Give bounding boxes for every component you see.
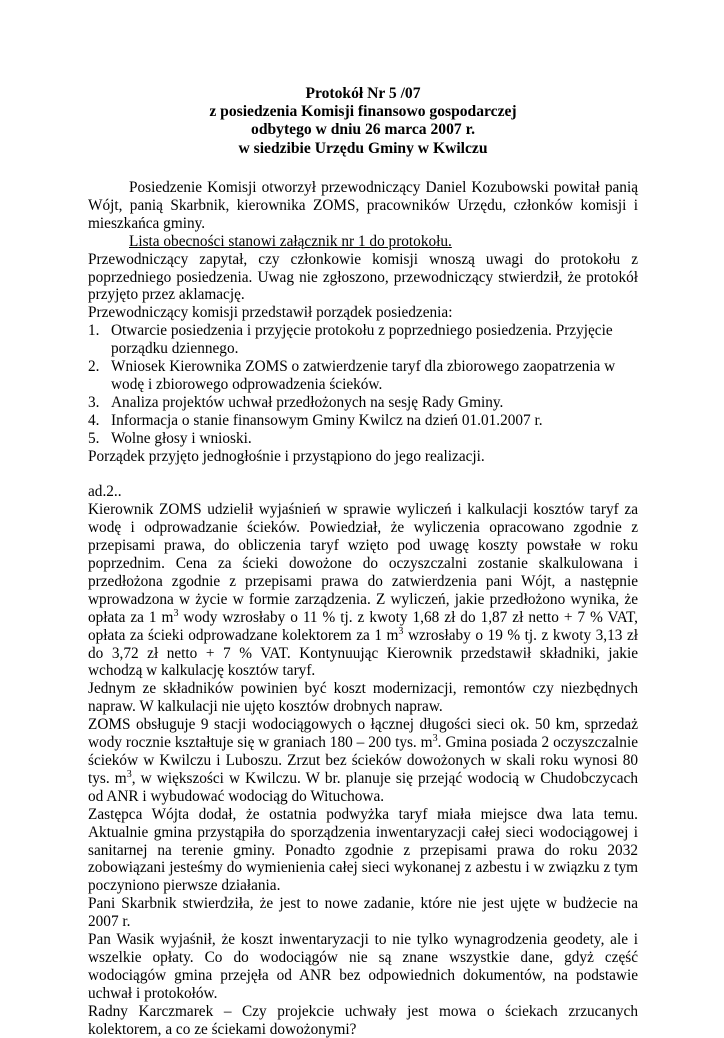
tariff-paragraph: Kierownik ZOMS udzielił wyjaśnień w sprawie wyliczeń i kalkulacji kosztów taryf za wodę i odprowadzanie ścieków. Powiedział, że wyliczenia opracowano zgodnie z przepisami prawa, do obliczenia taryf wzięto pod uwagę koszty powstałe w roku poprzednim. Cena za ścieki dowożone do oczyszczalni zostanie skalkulowana i przedłożona zgodnie z przepisami prawa do zatwierdzenia pani Wójt, a następnie wprowadzona w życie w formie zarządzenia. Z wyliczeń, jakie przedłożono wynika, że opłata za 1 $m^3$ wody wzrosłaby o 11 % tj. z kwoty 1,68 zł do 1,87 zł netto + 7 % VAT, opłata za ścieki odprowadzane kolektorem za 1 $m^3$ wzrosłaby o 19 % tj. z kwoty 3,13 zł do 3,72 zł netto + 7 % VAT. Kontynuując Kierownik przedstawił składniki, jakie wchodzą w kalkulację kosztów taryf. [88,501,639,680]
agenda-list [88,322,638,447]
agenda-accepted: Porządek przyjęto jednogłośnie i przystąpiono do jego realizacji. [88,447,485,465]
karczmarek-question: Radny Karczmarek – Czy projekcie uchwały jest mowa o ściekach zrzucanych kolektorem, a co ze ściekami dowożonymi? [88,1002,638,1038]
agenda-item: 5. Wolne głosy i wnioski. [88,429,252,447]
title-line-3: odbytego w dniu 26 marca 2007 r. [251,121,475,139]
title-line-2: z posiedzenia Komisji finansowo gospodarczej [209,103,517,121]
attendance-note: Lista obecności stanowi załącznik nr 1 do protokołu. [129,232,452,250]
agenda-intro: Przewodniczący komisji przedstawił porządek posiedzenia: [88,304,453,322]
title-line-1: Protokół Nr 5 /07 [305,85,421,102]
wasik-paragraph: Pan Wasik wyjaśnił, że koszt inwentaryzacji to nie tylko wynagrodzenia geodety, ale i wszelkie opłaty. Co do wodociągów nie są znane wszystkie dane, gdyż część wodociągów gmina przejęła od ANR bez odpowiednich dokumentów, na podstawie uchwał i protokołów. [88,931,638,1002]
treasurer-paragraph: Pani Skarbnik stwierdziła, że jest to nowe zadanie, które nie jest ujęte w budżecie na 2007 r. [88,895,638,931]
cost-components-paragraph: Jednym ze składników powinien być koszt modernizacji, remontów czy niezbędnych napraw. W kalkulacji nie ujęto kosztów drobnych napraw. [88,680,638,716]
deputy-mayor-paragraph: Zastępca Wójta dodał, że ostatnia podwyżka taryf miała miejsce dwa lata temu. Aktualnie gmina przystąpiła do sporządzenia inwentaryzacji całej sieci wodociągowej i sanitarnej na terenie gminy. Ponadto zgodnie z przepisami prawa do roku 2032 zobowiązani jesteśmy do wymienienia całej sieci wykonanej z azbestu i w związku z tym poczyniono pierwsze działania. [88,805,638,895]
agenda-item: 3. Analiza projektów uchwał przedłożonych na sesję Rady Gminy. [88,393,504,411]
agenda-item: 2. Wniosek Kierownika ZOMS o zatwierdzenie taryf dla zbiorowego zaopatrzenia w wodę i zbiorowego odprowadzenia ścieków. [88,358,616,393]
section-heading-ad2: ad.2.. [88,483,122,501]
zoms-stations-paragraph: ZOMS obsługuje 9 stacji wodociągowych o łącznej długości sieci ok. 50 km, sprzedaż wody rocznie kształtuje się w graniach 180 – 200 tys. $m^3$. Gmina posiada 2 oczyszczalnie ścieków w Kwilczu i Luboszu. Zrzut bez ścieków dowożonych w skali roku wynosi 80 tys. $m^3$, w większości w Kwilczu. W br. planuje się przejąć wodocią w Chudobczycach od ANR i wybudować wodociąg do Wituchowa. [88,716,638,805]
opening-paragraph: Posiedzenie Komisji otworzył przewodniczący Daniel Kozubowski powitał panią Wójt, panią Skarbnik, kierownika ZOMS, pracowników Urzędu, członków komisji i mieszkańca gminy. [88,179,638,232]
agenda-item: 1. Otwarcie posiedzenia i przyjęcie protokołu z poprzedniego posiedzenia. Przyjęcie porządku dziennego. [88,322,613,358]
document-body [88,179,638,1038]
title-line-4: w siedzibie Urzędu Gminy w Kwilczu [238,139,488,157]
previous-minutes-paragraph: Przewodniczący zapytał, czy członkowie komisji wnoszą uwagi do protokołu z poprzedniego posiedzenia. Uwag nie zgłoszono, przewodniczący stwierdził, że protokół przyjęto przez aklamację. [88,250,638,304]
agenda-item: 4. Informacja o stanie finansowym Gminy Kwilcz na dzień 01.01.2007 r. [88,411,543,429]
document-title [88,85,638,158]
